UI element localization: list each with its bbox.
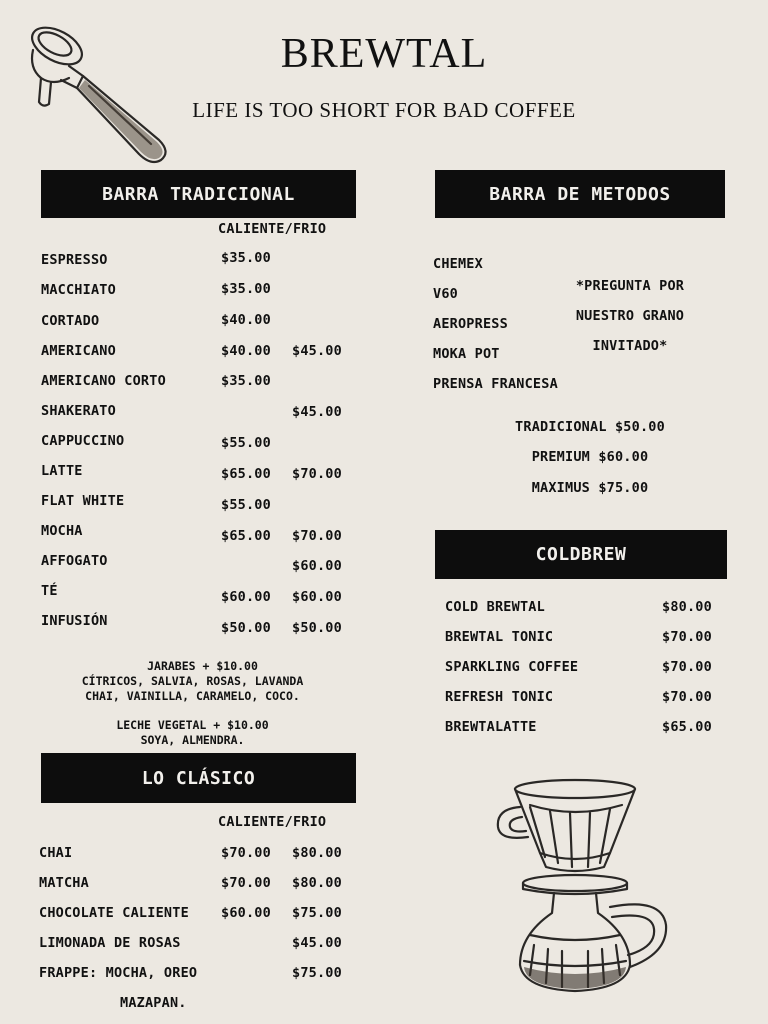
banner-coldbrew-label: COLDBREW [535, 544, 627, 565]
coldbrew-item-name: COLD BREWTAL [445, 599, 545, 615]
price-hot: $40.00 [221, 343, 271, 359]
banner-lo-clasico [41, 753, 356, 803]
guest-bean-note-line-2: NUESTRO GRANO [575, 308, 685, 324]
column-header-barra-tradicional: CALIENTE/FRIO [218, 221, 327, 237]
price-cold: $75.00 [292, 965, 342, 981]
coldbrew-item-name: BREWTAL TONIC [445, 629, 554, 645]
coldbrew-item-price: $70.00 [662, 629, 712, 645]
price-hot: $70.00 [221, 845, 271, 861]
banner-lo-clasico-label: LO CLÁSICO [141, 767, 256, 789]
menu-item-name: MACCHIATO [41, 282, 116, 298]
menu-item-name: AMERICANO [41, 343, 116, 359]
method-name: AEROPRESS [433, 316, 508, 332]
price-cold: $45.00 [292, 935, 342, 951]
banner-barra-metodos-label: BARRA DE METODOS [489, 183, 671, 205]
price-hot: $40.00 [221, 312, 271, 328]
coldbrew-item-price: $65.00 [662, 719, 712, 735]
tier-price: $75.00 [598, 480, 649, 496]
menu-item-name: FRAPPE: MOCHA, OREO [39, 965, 198, 981]
menu-item-name: TÉ [41, 583, 58, 599]
jarabes-line-3: CHAI, VAINILLA, CARAMELO, COCO. [85, 689, 300, 703]
price-hot: $60.00 [221, 589, 271, 605]
pour-over-dripper-illustration [490, 775, 680, 1005]
price-cold: $45.00 [292, 343, 342, 359]
price-hot: $70.00 [221, 875, 271, 891]
menu-item-name: FLAT WHITE [41, 493, 125, 509]
jarabes-line-2: CÍTRICOS, SALVIA, ROSAS, LAVANDA [81, 674, 304, 688]
menu-item-name: CHAI [39, 845, 73, 861]
price-hot: $65.00 [221, 466, 271, 482]
guest-bean-note-line-3: INVITADO* [592, 338, 668, 354]
leche-line-1: LECHE VEGETAL + $10.00 [116, 718, 269, 732]
menu-item-name: CHOCOLATE CALIENTE [39, 905, 189, 921]
banner-barra-tradicional [41, 170, 356, 218]
price-cold: $50.00 [292, 620, 342, 636]
column-header-lo-clasico: CALIENTE/FRIO [218, 814, 327, 830]
jarabes-line-1: JARABES + $10.00 [147, 659, 258, 673]
method-name: MOKA POT [433, 346, 500, 362]
price-hot: $65.00 [221, 528, 271, 544]
tier-row [435, 480, 745, 496]
menu-item-name: LATTE [41, 463, 83, 479]
menu-item-name: ESPRESSO [41, 252, 108, 268]
tagline [0, 98, 768, 123]
coldbrew-item-name: BREWTALATTE [445, 719, 537, 735]
coldbrew-item-name: SPARKLING COFFEE [445, 659, 579, 675]
price-hot: $35.00 [221, 281, 271, 297]
tier-spacer [607, 419, 615, 435]
price-hot: $50.00 [221, 620, 271, 636]
menu-item-name: CAPPUCCINO [41, 433, 125, 449]
tier-price: $50.00 [614, 419, 665, 435]
guest-bean-note-line-1: *PREGUNTA POR [575, 278, 685, 294]
tagline-text: LIFE IS TOO SHORT FOR BAD COFFEE [192, 98, 576, 122]
banner-barra-tradicional-label: BARRA TRADICIONAL [102, 183, 295, 205]
method-name: CHEMEX [433, 256, 483, 272]
price-cold: $80.00 [292, 875, 342, 891]
menu-item-name: AMERICANO CORTO [41, 373, 166, 389]
price-hot: $60.00 [221, 905, 271, 921]
tier-price: $60.00 [598, 449, 649, 465]
method-name: V60 [433, 286, 458, 302]
menu-item-name: SHAKERATO [41, 403, 116, 419]
lo-clasico-continuation: MAZAPAN. [120, 995, 187, 1011]
price-cold: $45.00 [292, 404, 342, 420]
price-cold: $75.00 [292, 905, 342, 921]
tier-row [435, 419, 745, 435]
banner-coldbrew [435, 530, 727, 579]
menu-item-name: INFUSIÓN [41, 613, 108, 629]
price-hot: $35.00 [221, 250, 271, 266]
menu-item-name: AFFOGATO [41, 553, 108, 569]
price-cold: $80.00 [292, 845, 342, 861]
method-name: PRENSA FRANCESA [433, 376, 558, 392]
coldbrew-item-name: REFRESH TONIC [445, 689, 554, 705]
coldbrew-item-price: $80.00 [662, 599, 712, 615]
page-title: BREWTAL [280, 31, 488, 77]
coldbrew-item-price: $70.00 [662, 689, 712, 705]
menu-item-name: CORTADO [41, 313, 100, 329]
tier-row [435, 449, 745, 465]
menu-item-name: MOCHA [41, 523, 83, 539]
price-cold: $70.00 [292, 528, 342, 544]
price-hot: $35.00 [221, 373, 271, 389]
tier-label: PREMIUM [531, 449, 590, 465]
tier-label: MAXIMUS [531, 480, 590, 496]
menu-item-name: LIMONADA DE ROSAS [39, 935, 181, 951]
banner-barra-metodos [435, 170, 725, 218]
price-cold: $60.00 [292, 558, 342, 574]
leche-line-2: SOYA, ALMENDRA. [140, 733, 245, 747]
menu-item-name: MATCHA [39, 875, 89, 891]
price-cold: $70.00 [292, 466, 342, 482]
tier-label: TRADICIONAL [515, 419, 607, 435]
price-hot: $55.00 [221, 435, 271, 451]
price-cold: $60.00 [292, 589, 342, 605]
price-hot: $55.00 [221, 497, 271, 513]
coldbrew-item-price: $70.00 [662, 659, 712, 675]
